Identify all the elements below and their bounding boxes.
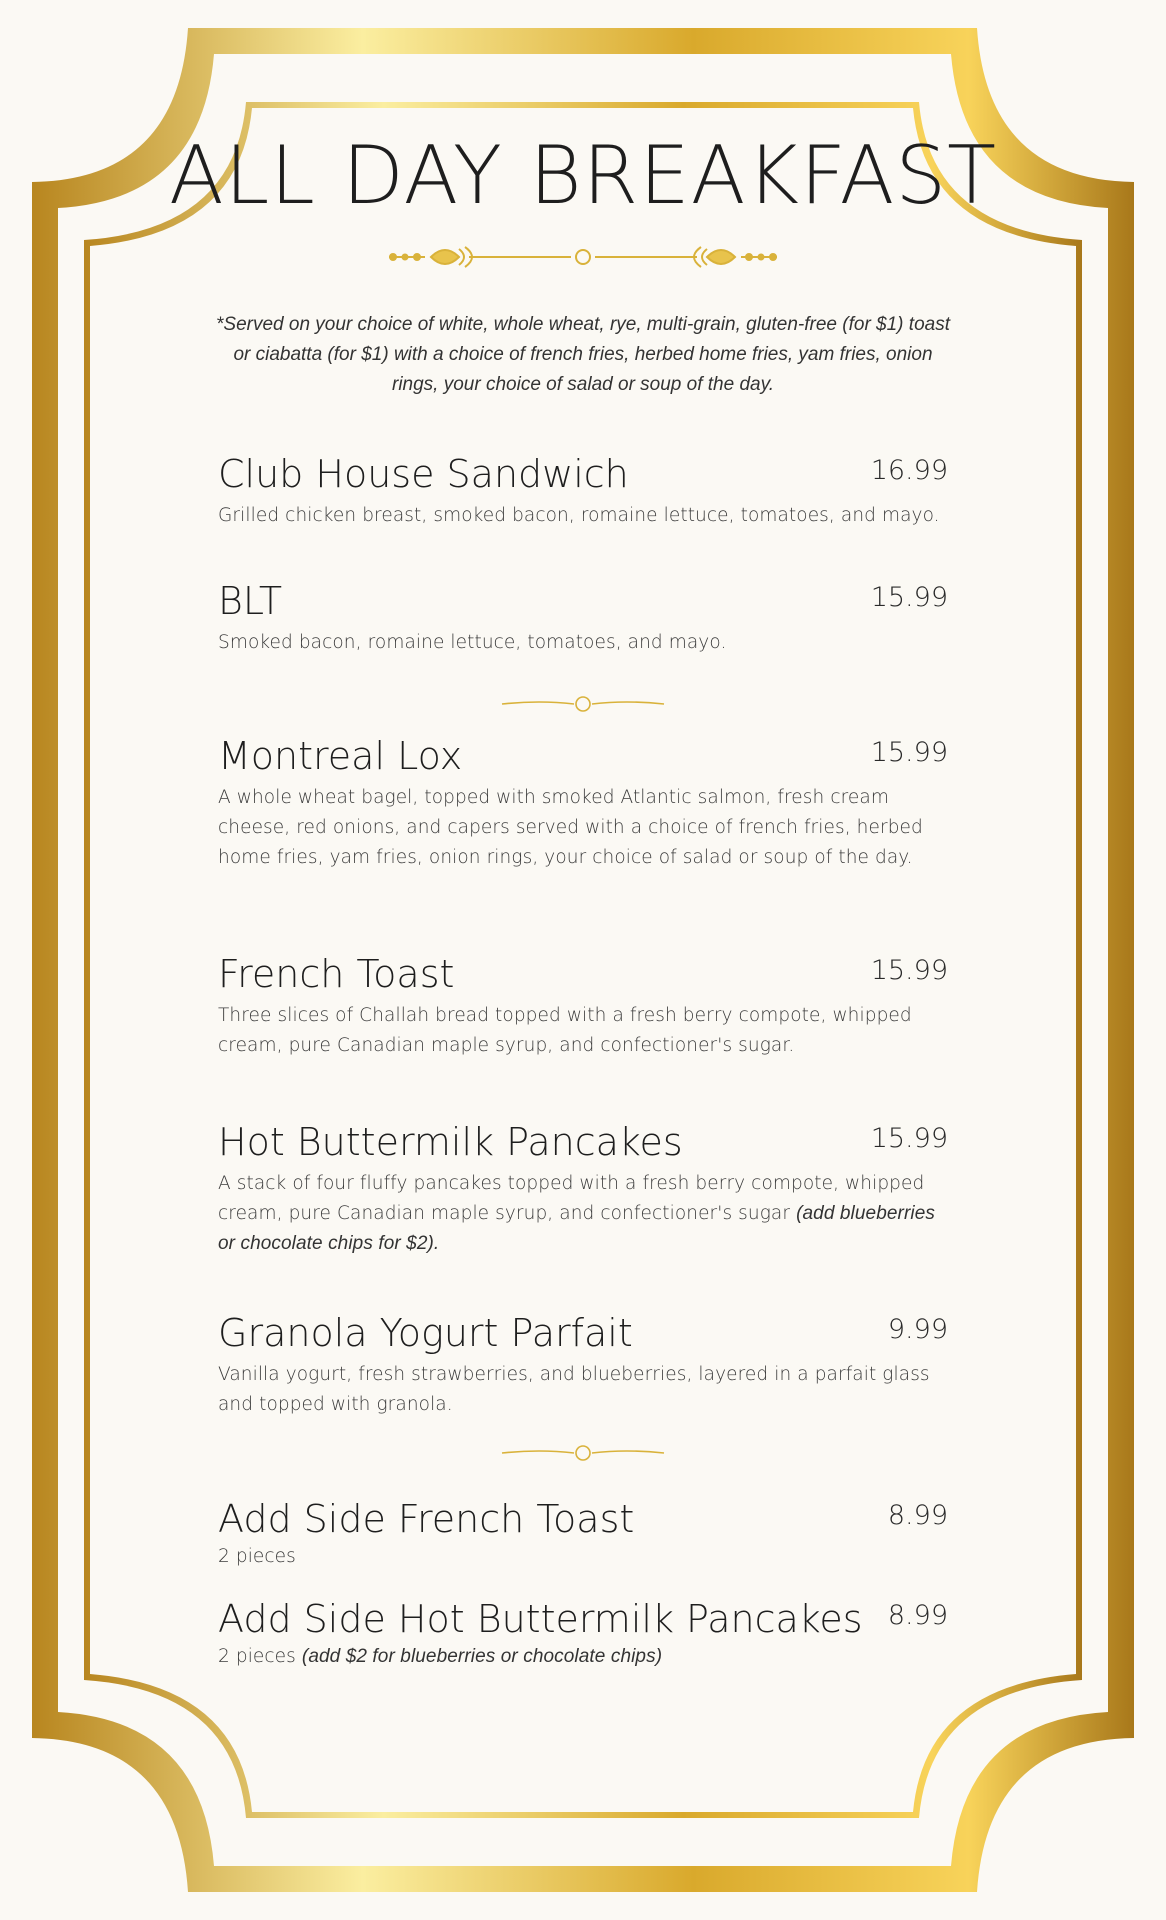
menu-item-granola-yogurt-parfait	[218, 1311, 948, 1420]
item-description: 2 pieces (add $2 for blueberries or chocolate chips)	[218, 1646, 663, 1667]
menu-item-hot-buttermilk-pancakes	[218, 1120, 948, 1259]
item-name: BLT	[218, 579, 283, 623]
item-note: (add blueberries or chocolate chips for $2).	[218, 1203, 935, 1254]
menu-item-add-side-hot-buttermilk-pancakes	[218, 1597, 948, 1672]
item-price: 15.99	[870, 737, 948, 768]
divider-ornament-icon	[500, 1443, 666, 1463]
divider-ornament-icon	[500, 694, 666, 714]
item-name: Hot Buttermilk Pancakes	[218, 1120, 683, 1164]
menu-item-blt	[218, 579, 948, 658]
title-ornament-icon	[385, 243, 781, 271]
item-price: 8.99	[887, 1500, 948, 1531]
menu-item-french-toast	[218, 952, 948, 1061]
item-name: Add Side French Toast	[218, 1497, 635, 1541]
menu-intro-note: *Served on your choice of white, whole wheat, rye, multi-grain, gluten-free (for $1) toast or ciabatta (for $1) with a choice of french fries, herbed home fries, yam fries, onion rings, your choice of salad or soup of the day.	[216, 314, 950, 395]
menu-item-club-house-sandwich	[218, 452, 948, 531]
item-price: 15.99	[870, 1123, 948, 1154]
item-note: (add $2 for blueberries or chocolate chips)	[301, 1646, 663, 1667]
item-description: A whole wheat bagel, topped with smoked Atlantic salmon, fresh cream cheese, red onions, and capers served with a choice of french fries, herbed home fries, yam fries, onion rings, your choice of salad or soup of the day.	[218, 787, 923, 868]
item-name: Granola Yogurt Parfait	[218, 1311, 633, 1355]
item-description: Grilled chicken breast, smoked bacon, romaine lettuce, tomatoes, and mayo.	[218, 505, 940, 526]
menu-item-montreal-lox	[218, 734, 948, 873]
page-title: ALL DAY BREAKFAST	[168, 129, 998, 222]
item-name: French Toast	[218, 952, 455, 996]
item-price: 8.99	[887, 1600, 948, 1631]
item-description: Smoked bacon, romaine lettuce, tomatoes, and mayo.	[218, 632, 727, 653]
item-price: 9.99	[887, 1314, 948, 1345]
item-description: 2 pieces	[218, 1546, 296, 1567]
item-price: 16.99	[870, 455, 948, 486]
item-name: Add Side Hot Buttermilk Pancakes	[218, 1597, 863, 1641]
item-price: 15.99	[870, 955, 948, 986]
item-description: A stack of four fluffy pancakes topped with a fresh berry compote, whipped cream, pure Canadian maple syrup, and confectioner's sugar (add blueberries or chocolate chips for $2).	[218, 1173, 935, 1254]
item-price: 15.99	[870, 582, 948, 613]
item-name: Montreal Lox	[218, 734, 463, 778]
item-description: Vanilla yogurt, fresh strawberries, and blueberries, layered in a parfait glass and topped with granola.	[218, 1364, 930, 1415]
item-name: Club House Sandwich	[218, 452, 629, 496]
item-description: Three slices of Challah bread topped with a fresh berry compote, whipped cream, pure Canadian maple syrup, and confectioner's sugar.	[218, 1005, 912, 1056]
menu-item-add-side-french-toast	[218, 1497, 948, 1572]
